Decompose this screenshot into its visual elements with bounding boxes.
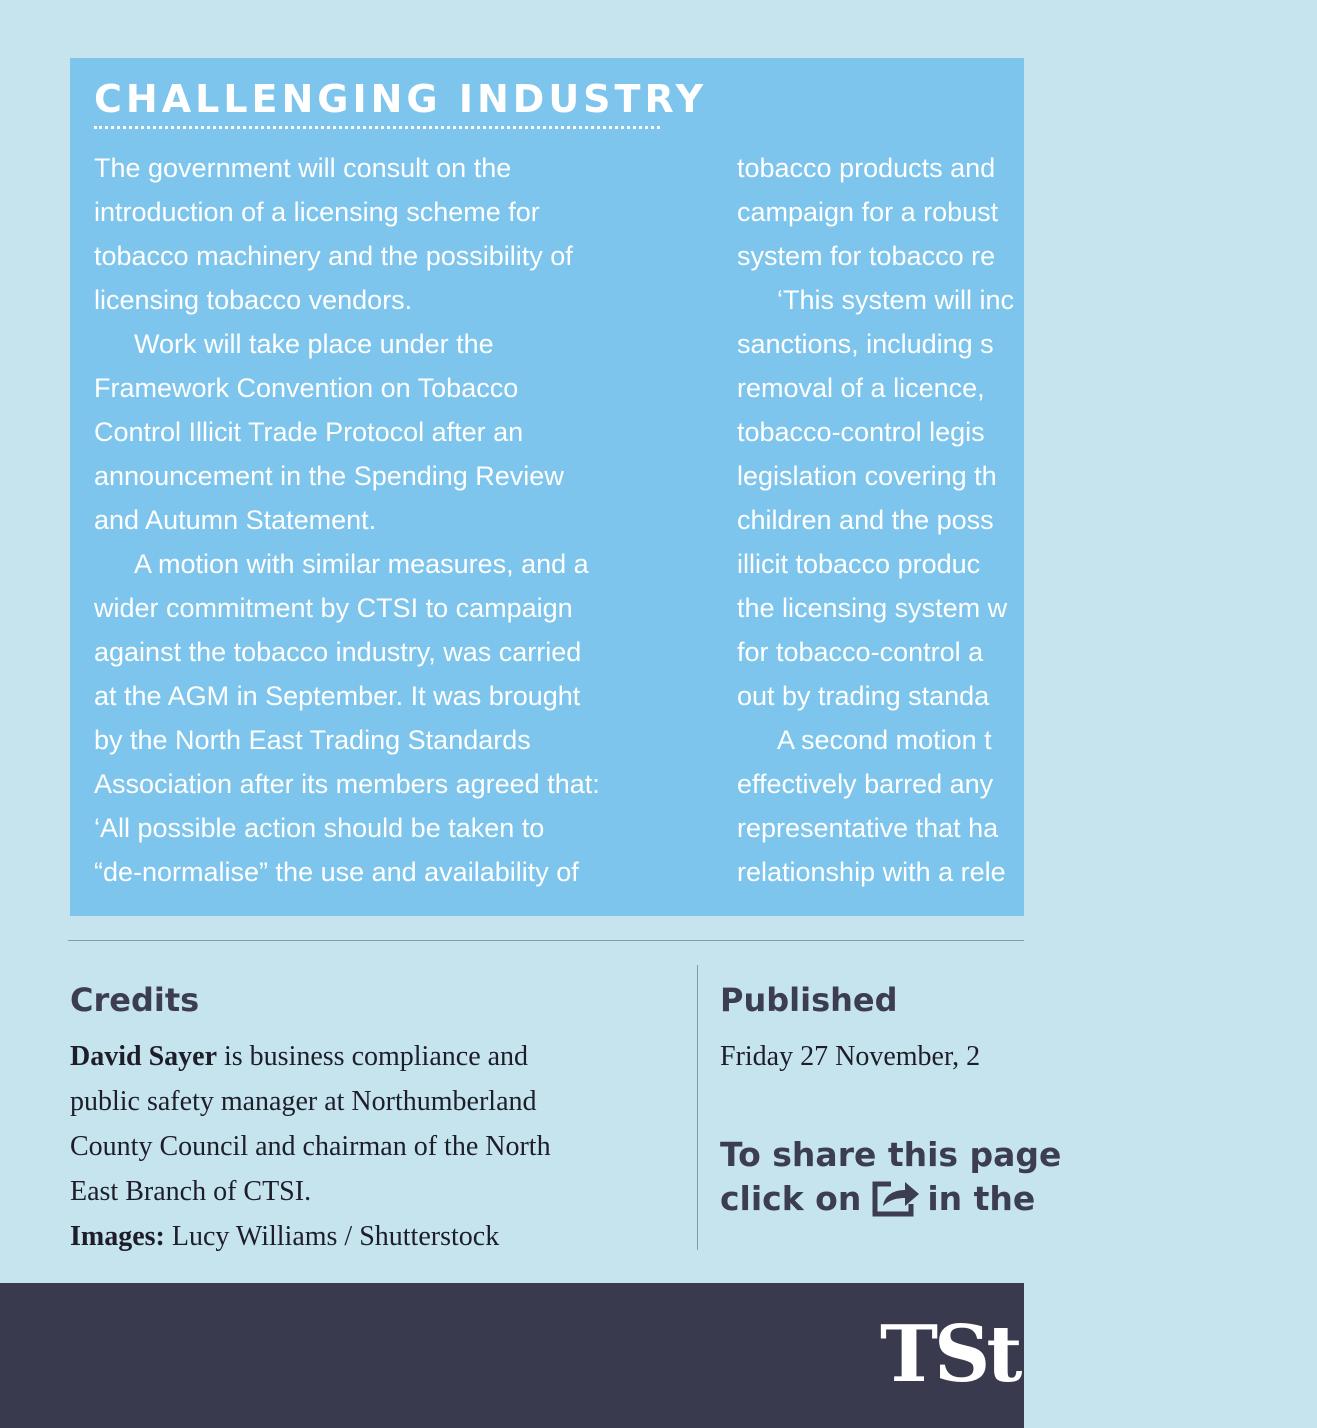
- panel-col2-line: relationship with a rele: [737, 857, 1006, 887]
- published-section: [720, 978, 1062, 1229]
- share-instructions: [720, 1133, 1062, 1229]
- panel-col2-line: the licensing system w: [737, 593, 1008, 623]
- panel-col1-line: wider commitment by CTSI to campaign: [94, 593, 573, 623]
- panel-col1-line: Control Illicit Trade Protocol after an: [94, 417, 524, 447]
- share-line-2: [720, 1177, 1040, 1229]
- panel-column-1: [94, 146, 674, 894]
- panel-col1-line: announcement in the Spending Review: [94, 461, 564, 491]
- credits-section: [70, 978, 670, 1259]
- share-line-2-before: click on: [720, 1179, 862, 1218]
- panel-col1-line: Framework Convention on Tobacco: [94, 373, 519, 403]
- panel-col1-line: and Autumn Statement.: [94, 505, 377, 535]
- panel-col1-line: introduction of a licensing scheme for: [94, 197, 540, 227]
- share-line-2-after: in the: [927, 1179, 1036, 1218]
- panel-col2-line: tobacco-control legis: [737, 417, 985, 447]
- panel-col1-line: by the North East Trading Standards: [94, 725, 531, 755]
- panel-col2-line: removal of a licence,: [737, 373, 985, 403]
- panel-col1-line: Association after its members agreed that:: [94, 769, 600, 799]
- panel-col1-line: A motion with similar measures, and a: [134, 549, 589, 579]
- panel-col2-line: sanctions, including s: [737, 329, 994, 359]
- panel-col2-line: out by trading standa: [737, 681, 990, 711]
- panel-col2-line: ‘This system will inc: [777, 285, 1015, 315]
- panel-col1-line: at the AGM in September. It was brought: [94, 681, 581, 711]
- section-divider: [68, 940, 1024, 941]
- panel-col2-line: children and the poss: [737, 505, 994, 535]
- panel-col2-line: legislation covering th: [737, 461, 997, 491]
- share-line-1: To share this page: [720, 1135, 1062, 1174]
- credits-author-line: [70, 1034, 670, 1079]
- panel-col2-line: A second motion t: [777, 725, 992, 755]
- author-name: David Sayer: [70, 1041, 217, 1072]
- panel-col2-line: effectively barred any: [737, 769, 994, 799]
- panel-col2-line: system for tobacco re: [737, 241, 996, 271]
- panel-col1-line: tobacco machinery and the possibility of: [94, 241, 573, 271]
- panel-column-2: [737, 146, 1317, 894]
- images-value: Lucy Williams / Shutterstock: [164, 1221, 500, 1252]
- challenging-industry-panel: [70, 58, 1024, 916]
- published-date: Friday 27 November, 2: [720, 1041, 981, 1072]
- author-bio-4: East Branch of CTSI.: [70, 1176, 312, 1207]
- author-bio-1: is business compliance and: [217, 1041, 529, 1072]
- panel-col1-line: Work will take place under the: [134, 329, 494, 359]
- panel-col2-line: illicit tobacco produc: [737, 549, 981, 579]
- images-label: Images:: [70, 1221, 165, 1252]
- panel-col1-line: ‘All possible action should be taken to: [94, 813, 545, 843]
- panel-col2-line: representative that ha: [737, 813, 999, 843]
- panel-title: CHALLENGING INDUSTRY: [94, 77, 708, 121]
- panel-col2-line: campaign for a robust: [737, 197, 999, 227]
- panel-col2-line: for tobacco-control a: [737, 637, 984, 667]
- credits-heading: Credits: [70, 981, 200, 1019]
- panel-col2-line: tobacco products and: [737, 153, 996, 183]
- panel-col1-line: The government will consult on the: [94, 153, 512, 183]
- ts-today-logo[interactable]: TSt: [880, 1309, 1019, 1400]
- panel-col1-line: licensing tobacco vendors.: [94, 285, 413, 315]
- share-icon[interactable]: [871, 1178, 921, 1229]
- published-heading: Published: [720, 981, 898, 1019]
- title-dotted-rule: [94, 126, 660, 129]
- footer-bar: [0, 1283, 1024, 1428]
- images-credit-line: [70, 1214, 670, 1259]
- column-divider: [697, 965, 698, 1250]
- author-bio-3: County Council and chairman of the North: [70, 1131, 551, 1162]
- credits-body: [70, 1034, 670, 1259]
- panel-col1-line: “de-normalise” the use and availability of: [94, 857, 579, 887]
- panel-col1-line: against the tobacco industry, was carried: [94, 637, 582, 667]
- author-bio-2: public safety manager at Northumberland: [70, 1086, 537, 1117]
